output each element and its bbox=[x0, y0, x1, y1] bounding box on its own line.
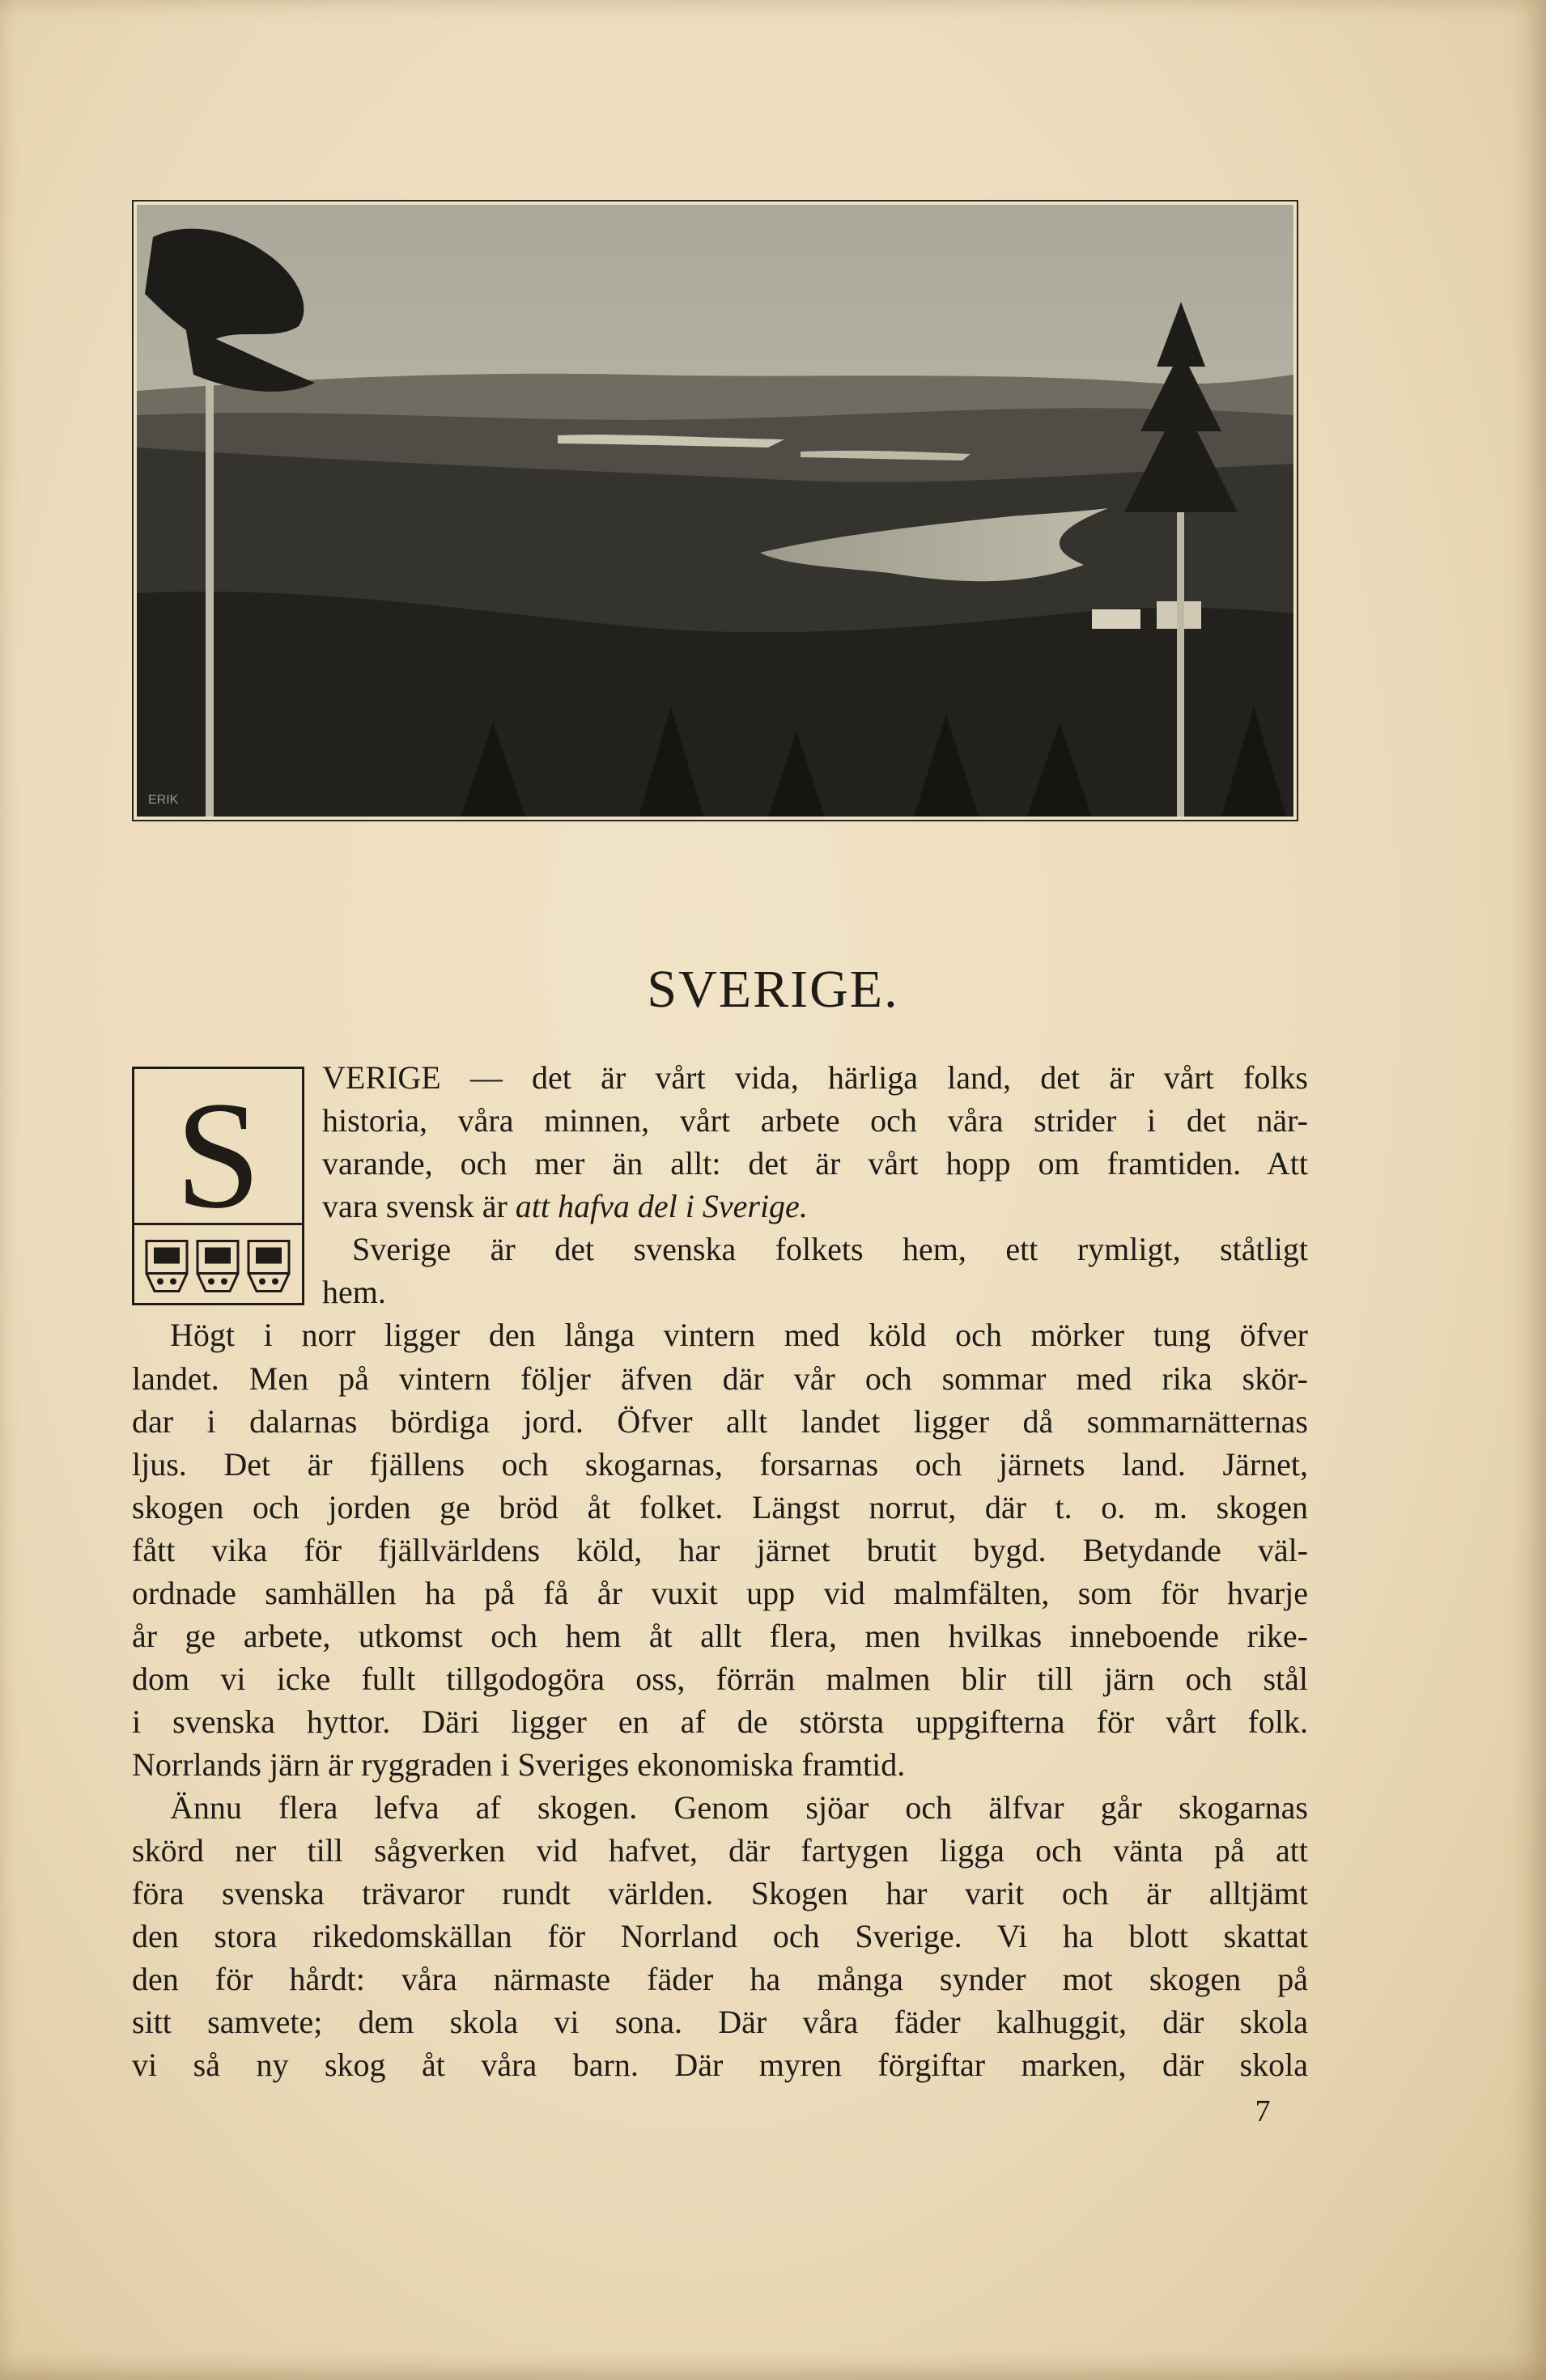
text-line: Högt i norr ligger den långa vintern med köld och mörker tung öfver bbox=[170, 1317, 1308, 1353]
chapter-title: SVERIGE. bbox=[647, 960, 899, 1019]
text-line: år ge arbete, utkomst och hem åt allt flera, men hvilkas inneboende rike- bbox=[132, 1618, 1308, 1654]
text-line: den stora rikedomskällan för Norrland och Sverige. Vi ha blott skattat bbox=[132, 1918, 1308, 1954]
text-line: den för hårdt: våra närmaste fäder ha många synder mot skogen på bbox=[132, 1961, 1308, 1997]
text-line: Norrlands järn är ryggraden i Sveriges ekonomiska framtid. bbox=[132, 1746, 906, 1783]
text-line: hem. bbox=[322, 1274, 386, 1310]
text-line: föra svenska trävaror rundt världen. Skogen har varit och är alltjämt bbox=[132, 1875, 1308, 1911]
text-line: vi så ny skog åt våra barn. Där myren förgiftar marken, där skola bbox=[132, 2047, 1308, 2083]
text-line: i svenska hyttor. Däri ligger en af de största uppgifterna för vårt folk. bbox=[132, 1703, 1308, 1740]
text-line-italic: att hafva del i Sverige. bbox=[515, 1188, 808, 1224]
text-line bbox=[322, 1185, 1308, 1228]
text-line: varande, och mer än allt: det är vårt hopp om framtiden. Att bbox=[322, 1145, 1308, 1182]
page-number: 7 bbox=[1255, 2094, 1271, 2128]
text-line: Ännu flera lefva af skogen. Genom sjöar och älfvar går skogarnas bbox=[170, 1789, 1308, 1826]
text-line: fått vika för fjällvärldens köld, har järnet brutit bygd. Betydande väl- bbox=[132, 1532, 1308, 1568]
photo-signature: ERIK bbox=[148, 793, 179, 807]
text-line: skogen och jorden ge bröd åt folket. Längst norrut, där t. o. m. skogen bbox=[132, 1489, 1308, 1525]
text-line: landet. Men på vintern följer äfven där vår och sommar med rika skör- bbox=[132, 1360, 1308, 1397]
text-line-plain: vara svensk är bbox=[322, 1188, 516, 1224]
text-line: sitt samvete; dem skola vi sona. Där våra fäder kalhuggit, där skola bbox=[132, 2004, 1308, 2040]
landscape-photo bbox=[132, 200, 1298, 821]
text-line: dar i dalarnas bördiga jord. Öfver allt landet ligger då sommarnätternas bbox=[132, 1403, 1308, 1440]
text-line: dom vi icke fullt tillgodogöra oss, förrän malmen blir till järn och stål bbox=[132, 1661, 1308, 1697]
landscape-photo-image bbox=[137, 205, 1293, 817]
text-line: ordnade samhällen ha på få år vuxit upp vid malmfälten, som för hvarje bbox=[132, 1575, 1308, 1611]
text-line: VERIGE — det är vårt vida, härliga land, det är vårt folks bbox=[322, 1059, 1308, 1096]
text-line: skörd ner till sågverken vid hafvet, där fartygen ligga och vänta på att bbox=[132, 1832, 1308, 1869]
text-line: ljus. Det är fjällens och skogarnas, forsarnas och järnets land. Järnet, bbox=[132, 1446, 1308, 1483]
text-line: historia, våra minnen, vårt arbete och våra strider i det när- bbox=[322, 1102, 1308, 1139]
ornament-icon bbox=[134, 1225, 302, 1306]
drop-cap-letter: S bbox=[175, 1071, 261, 1241]
drop-cap-ornament bbox=[134, 1223, 302, 1306]
text-line: Sverige är det svenska folkets hem, ett rymligt, ståtligt bbox=[352, 1231, 1308, 1267]
drop-cap-box bbox=[132, 1067, 304, 1305]
